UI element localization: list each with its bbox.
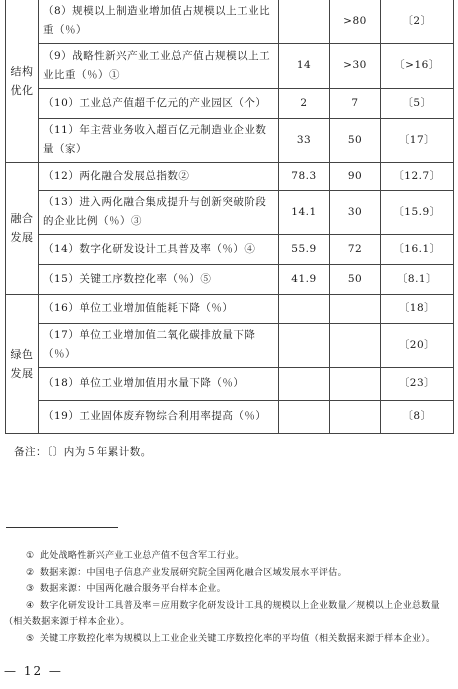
target-value-cell [330,400,381,433]
change-value-cell: 〔8〕 [381,400,454,433]
target-value-cell: 50 [330,118,381,162]
category-label: 结构 优化 [10,64,34,97]
indicator-cell: （12）两化融合发展总指数② [39,162,279,190]
change-value-cell: 〔12.7〕 [381,162,454,190]
indicator-cell: （18）单位工业增加值用水量下降（％） [39,367,279,400]
table-row [6,400,454,433]
base-value-cell: 33 [279,118,330,162]
base-value-cell: 55.9 [279,234,330,264]
target-value-cell [330,367,381,400]
table-row [6,0,454,43]
table-row [6,88,454,118]
base-value-cell: 78.3 [279,162,330,190]
indicator-cell: （15）关键工序数控化率（％）⑤ [39,264,279,294]
change-value-cell: 〔17〕 [381,118,454,162]
table-row [6,264,454,294]
category-label: 绿色 发展 [10,347,34,380]
table-row [6,118,454,162]
footnote-item [4,581,454,598]
base-value-cell [279,0,330,43]
category-cell-structure [6,0,39,162]
base-value-cell: 14.1 [279,190,330,234]
footnote-item [4,565,454,582]
target-value-cell [330,323,381,367]
category-label: 融合 发展 [10,212,34,244]
change-value-cell: 〔>16〕 [381,43,454,88]
table-row [6,323,454,367]
indicator-cell: （11）年主营业务收入超百亿元制造业企业数量（家） [39,118,279,162]
base-value-cell [279,294,330,323]
footnote-text: 关键工序数控化率为规模以上工业企业关键工序数控化率的平均值（相关数据来源于样本企业）。 [40,633,436,644]
footnote-item [4,631,454,648]
change-value-cell: 〔5〕 [381,88,454,118]
footnote-item [4,548,454,565]
target-value-cell: >80 [330,0,381,43]
base-value-cell [279,323,330,367]
table-row [6,190,454,234]
footnote-marker: ⑤ [26,633,35,644]
table-row [6,43,454,88]
table-note: 备注：〔〕内为５年累计数。 [14,446,152,458]
indicator-cell: （8）规模以上制造业增加值占规模以上工业比重（％） [39,0,279,43]
target-value-cell: 50 [330,264,381,294]
target-value-cell: 7 [330,88,381,118]
footnote-list [4,548,454,647]
base-value-cell: 41.9 [279,264,330,294]
change-value-cell: 〔20〕 [381,323,454,367]
change-value-cell: 〔23〕 [381,367,454,400]
table-row [6,234,454,264]
table-row [6,294,454,323]
target-value-cell: 30 [330,190,381,234]
base-value-cell: 2 [279,88,330,118]
footnote-marker: ④ [26,600,35,611]
indicator-cell: （9）战略性新兴产业工业总产值占规模以上工业比重（％）① [39,43,279,88]
footnote-text: 数据来源：中国电子信息产业发展研究院全国两化融合区域发展水平评估。 [40,567,347,578]
category-cell-integration [6,162,39,294]
base-value-cell: 14 [279,43,330,88]
footnote-divider [6,527,118,528]
indicator-cell: （10）工业总产值超千亿元的产业园区（个） [39,88,279,118]
change-value-cell: 〔8.1〕 [381,264,454,294]
indicator-cell: （14）数字化研发设计工具普及率（％）④ [39,234,279,264]
table-row [6,162,454,190]
footnote-marker: ① [26,551,35,561]
change-value-cell: 〔18〕 [381,294,454,323]
change-value-cell: 〔15.9〕 [381,190,454,234]
base-value-cell [279,400,330,433]
target-value-cell: >30 [330,43,381,88]
target-value-cell [330,294,381,323]
base-value-cell [279,367,330,400]
table-row [6,367,454,400]
target-value-cell: 90 [330,162,381,190]
indicator-cell: （19）工业固体废弃物综合利用率提高（％） [39,400,279,433]
target-value-cell: 72 [330,234,381,264]
page-number: — 12 — [4,664,63,678]
footnote-text: 数据来源：中国两化融合服务平台样本企业。 [40,584,227,594]
footnote-marker: ② [26,567,35,578]
indicator-cell: （16）单位工业增加值能耗下降（％） [39,294,279,323]
indicator-cell: （17）单位工业增加值二氧化碳排放量下降（％） [39,323,279,367]
change-value-cell: 〔2〕 [381,0,454,43]
indicator-cell: （13）进入两化融合集成提升与创新突破阶段的企业比例（％）③ [39,190,279,234]
footnote-text: 此处战略性新兴产业工业总产值不包含军工行业。 [40,551,245,561]
footnote-text: 数字化研发设计工具普及率＝应用数字化研发设计工具的规模以上企业数量／规模以上企业总数量（相关数据来源于样本企业）。 [4,600,440,627]
change-value-cell: 〔16.1〕 [381,234,454,264]
footnote-item [4,598,454,631]
indicator-table [5,0,454,434]
footnote-marker: ③ [26,584,35,594]
category-cell-green [6,294,39,433]
